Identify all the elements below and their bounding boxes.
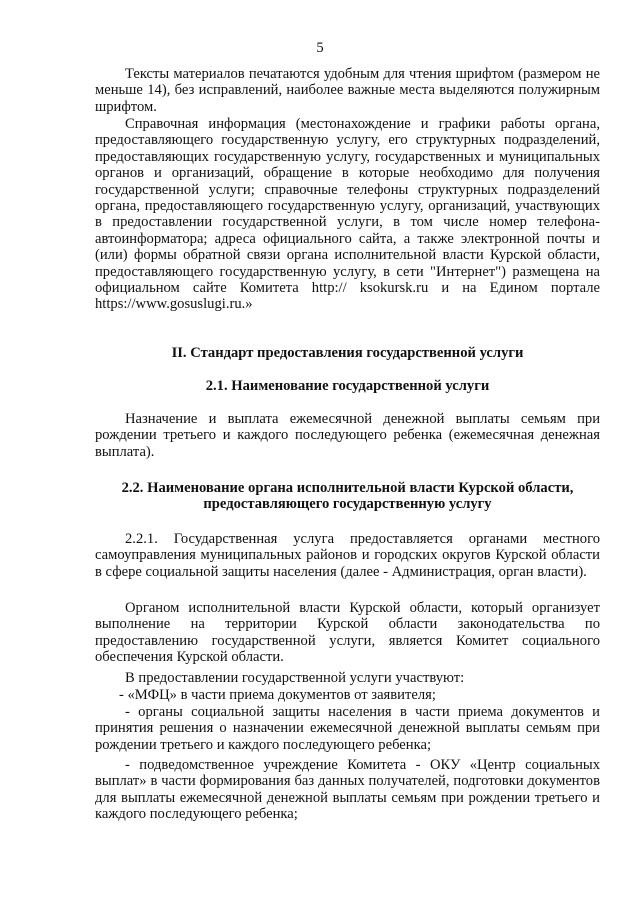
section-2-1-title bbox=[95, 378, 600, 394]
participant-item-center bbox=[95, 757, 600, 823]
subsection-heading-line-2: предоставляющего государственную услугу bbox=[203, 496, 492, 513]
list-item: - органы социальной защиты населения в части приема документов и принятия решения о назначении ежемесячной денежной выплаты семьям при рождении третьего и каждого последующего ребенка; bbox=[95, 704, 600, 753]
section-2-title bbox=[95, 345, 600, 361]
paragraph-text: Тексты материалов печатаются удобным для чтения шрифтом (размером не меньше 14), без исправлений, наиболее важные места выделяются полужирным шрифтом. bbox=[95, 66, 600, 115]
paragraph-text: 2.2.1. Государственная услуга предоставляется органами местного самоуправления муниципальных районов и городских округов Курской области в сфере социальной защиты населения (далее - Администрация, орган власти). bbox=[95, 531, 600, 580]
participant-item-mfc bbox=[95, 687, 600, 703]
paragraph-text: Органом исполнительной власти Курской области, который организует выполнение на территории Курской области законодательства по предоставлению государственной услуги, является Комитет социального обеспечения Курской области. bbox=[95, 600, 600, 666]
list-item: - «МФЦ» в части приема документов от заявителя; bbox=[119, 687, 436, 703]
organ-paragraph bbox=[95, 600, 600, 666]
participants-intro bbox=[95, 670, 600, 686]
intro-paragraph-reference-info bbox=[95, 116, 600, 313]
subsection-heading: 2.1. Наименование государственной услуги bbox=[205, 378, 490, 394]
subsection-heading-line-1: 2.2. Наименование органа исполнительной власти Курской области, bbox=[121, 480, 574, 496]
section-heading: II. Стандарт предоставления государственной услуги bbox=[171, 345, 524, 361]
section-2-2-1-paragraph bbox=[95, 531, 600, 580]
page-number: 5 bbox=[316, 40, 324, 56]
participant-item-social-protection bbox=[95, 704, 600, 753]
paragraph-text: Справочная информация (местонахождение и графики работы органа, предоставляющего государственную услугу, его структурных подразделений, предоставляющих государственную услугу, государственных и муниципальных органов и организаций, обращение в которые необходимо для получения государственной услуги; справочные телефоны структурных подразделений органа, предоставляющего государственную услугу, организаций, участвующих в предоставлении государственной услуги, в том числе номер телефона-автоинформатора; адреса официального сайта, а также электронной почты и (или) формы обратной связи органа исполнительной власти Курской области, предоставляющего государственную услугу, в сети "Интернет") размещена на официальном сайте Комитета http:// ksokursk.ru и на Едином портале https://www.gosuslugi.ru.» bbox=[95, 116, 600, 313]
paragraph-text: Назначение и выплата ежемесячной денежной выплаты семьям при рождении третьего и каждого последующего ребенка (ежемесячная денежная выплата). bbox=[95, 411, 600, 460]
section-2-1-text bbox=[95, 411, 600, 460]
paragraph-text: В предоставлении государственной услуги участвуют: bbox=[125, 670, 465, 686]
intro-paragraph-fonts bbox=[95, 66, 600, 115]
section-2-2-title bbox=[95, 480, 600, 513]
list-item: - подведомственное учреждение Комитета - ОКУ «Центр социальных выплат» в части формирования баз данных получателей, подготовки документов для выплаты ежемесячной денежной выплаты семьям при рождении третьего и каждого последующего ребенка; bbox=[95, 757, 600, 823]
